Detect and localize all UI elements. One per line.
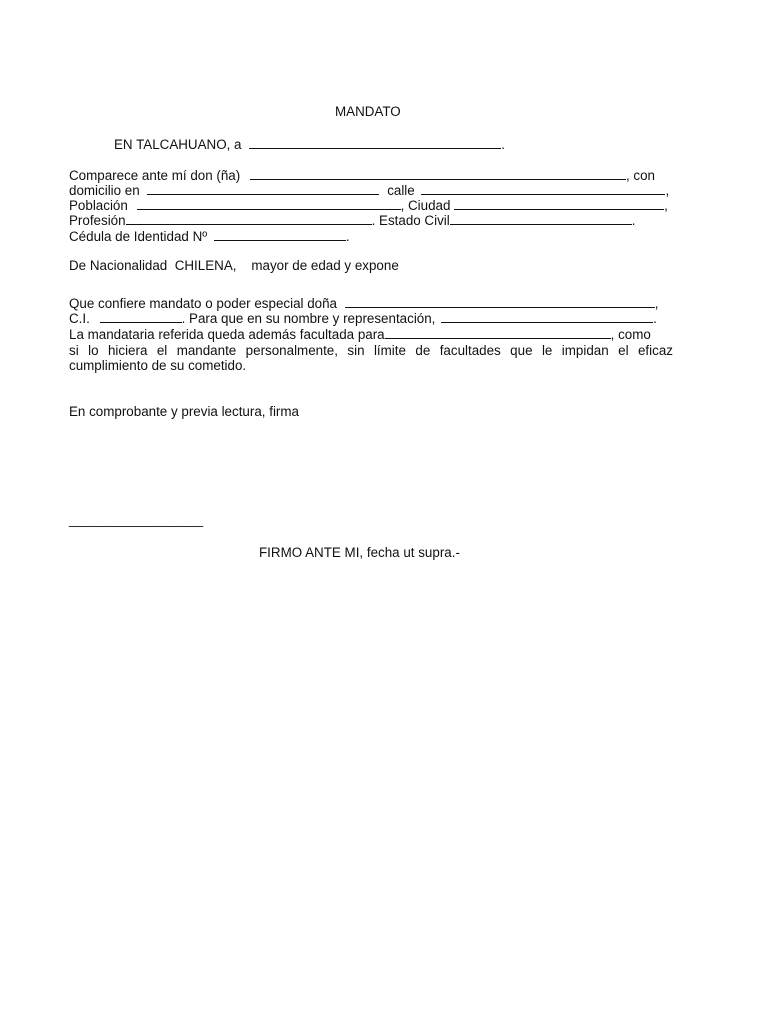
confiere-line-1: Que confiere mandato o poder especial doña , bbox=[69, 296, 659, 311]
cedula-blank[interactable] bbox=[214, 228, 346, 241]
document-title: MANDATO bbox=[335, 104, 401, 119]
date-blank[interactable] bbox=[249, 136, 501, 149]
representacion-text: . Para que en su nombre y representación, bbox=[181, 311, 436, 326]
place-label: EN TALCAHUANO, a bbox=[114, 137, 242, 152]
comparece-line-4: Profesión . Estado Civil . bbox=[69, 213, 636, 228]
estado-civil-blank[interactable] bbox=[450, 212, 632, 225]
nacionalidad-value: CHILENA, bbox=[174, 258, 237, 273]
calle-blank[interactable] bbox=[421, 182, 665, 195]
signature-line[interactable]: __________________ bbox=[69, 512, 204, 527]
ci-label: C.I. bbox=[69, 311, 90, 326]
nacionalidad-label: De Nacionalidad bbox=[69, 258, 168, 273]
comparece-label: Comparece ante mí don (ña) bbox=[69, 168, 241, 183]
nacionalidad-line bbox=[69, 258, 399, 274]
cedula-label: Cédula de Identidad Nº bbox=[69, 229, 208, 244]
ciudad-blank[interactable] bbox=[454, 197, 664, 210]
confiere-line-5: cumplimiento de su cometido. bbox=[69, 358, 247, 373]
estado-civil-label: . Estado Civil bbox=[371, 213, 450, 228]
calle-label: calle bbox=[387, 183, 415, 198]
ciudad-label: , Ciudad bbox=[400, 198, 451, 213]
confiere-line-2: C.I. . Para que en su nombre y representación, . bbox=[69, 311, 657, 326]
firmo-ante-mi-line: FIRMO ANTE MI, fecha ut supra.- bbox=[259, 545, 460, 560]
poblacion-label: Población bbox=[69, 198, 128, 213]
comparece-line-5: Cédula de Identidad Nº . bbox=[69, 229, 350, 244]
comparece-line-3: Población , Ciudad , bbox=[69, 198, 668, 213]
comprobante-line: En comprobante y previa lectura, firma bbox=[69, 404, 299, 419]
facultada-blank[interactable] bbox=[385, 326, 611, 339]
mandataria-blank[interactable] bbox=[345, 295, 655, 308]
poblacion-blank[interactable] bbox=[137, 197, 401, 210]
domicilio-label: domicilio en bbox=[69, 183, 140, 198]
comparece-line-1: Comparece ante mí don (ña) , con bbox=[69, 168, 655, 183]
profesion-blank[interactable] bbox=[126, 212, 372, 225]
confiere-label: Que confiere mandato o poder especial doña bbox=[69, 296, 337, 311]
representacion-blank[interactable] bbox=[441, 310, 653, 323]
ci-blank[interactable] bbox=[100, 310, 182, 323]
confiere-line-3: La mandataria referida queda además facultada para , como bbox=[69, 327, 651, 342]
comparece-line-2: domicilio en calle , bbox=[69, 183, 670, 198]
mayor-edad-text: mayor de edad y expone bbox=[251, 258, 399, 273]
domicilio-blank[interactable] bbox=[147, 182, 379, 195]
facultada-label: La mandataria referida queda además facultada para bbox=[69, 327, 385, 342]
confiere-line-4: si lo hiciera el mandante personalmente, sin límite de facultades que le impidan el eficaz bbox=[69, 343, 673, 358]
name-blank[interactable] bbox=[250, 167, 626, 180]
profesion-label: Profesión bbox=[69, 213, 126, 228]
place-date-line: EN TALCAHUANO, a . bbox=[114, 137, 505, 152]
